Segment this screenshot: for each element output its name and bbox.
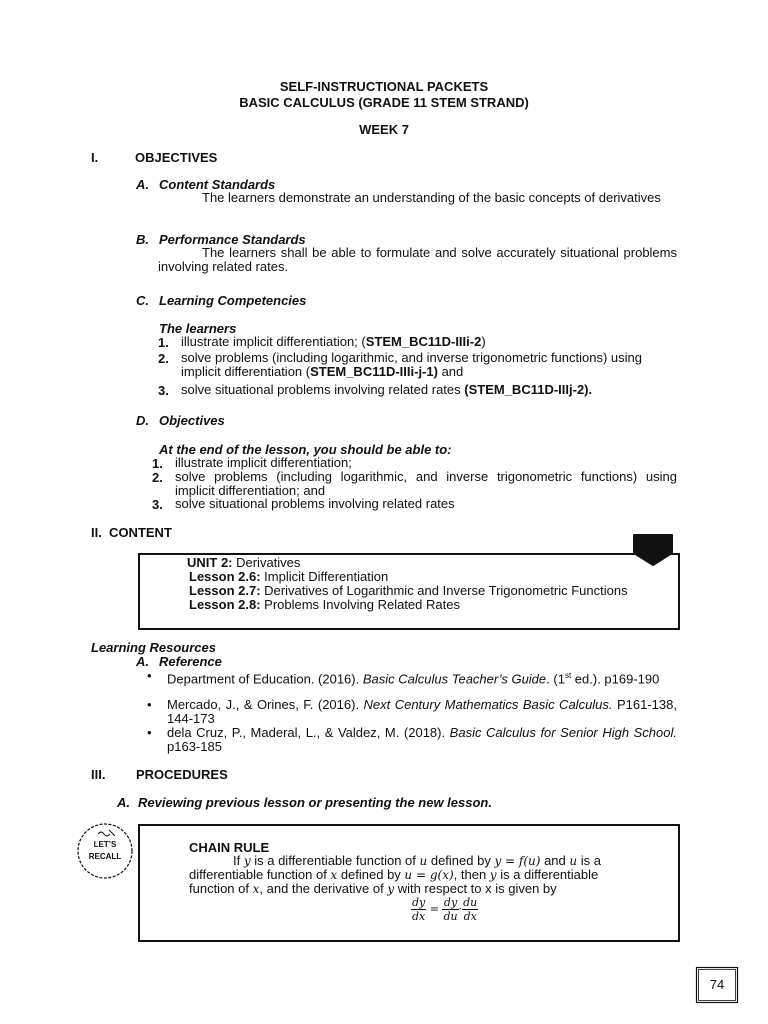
competency-number: 3. <box>158 383 169 398</box>
section-numeral-i: I. <box>91 150 99 165</box>
lets-recall-stamp <box>76 822 134 880</box>
competency-number: 2. <box>158 351 169 366</box>
performance-standards-label: B. <box>136 232 149 247</box>
chain-rule-title: CHAIN RULE <box>189 840 270 855</box>
performance-standards-text: The learners shall be able to formulate and solve accurately situational problems involving related rates. <box>158 245 677 274</box>
packet-title: SELF-INSTRUCTIONAL PACKETS <box>279 79 489 94</box>
week-label: WEEK 7 <box>359 122 409 137</box>
objectives-d-label: D. <box>136 413 149 428</box>
lesson-line: Lesson 2.8: Problems Involving Related Rates <box>189 597 460 612</box>
objective-number: 1. <box>152 456 163 471</box>
learning-competencies-title: Learning Competencies <box>159 293 307 308</box>
objective-item: illustrate implicit differentiation; <box>175 455 352 470</box>
learning-competencies-label: C. <box>136 293 149 308</box>
chain-rule-line: function of x, and the derivative of y with respect to x is given by <box>189 881 557 896</box>
chain-rule-line: differentiable function of x defined by u = g(x), then y is a differentiable <box>189 867 599 882</box>
objective-number: 3. <box>152 497 163 512</box>
course-title: BASIC CALCULUS (GRADE 11 STEM STRAND) <box>239 95 529 110</box>
objectives-heading: OBJECTIVES <box>135 150 218 165</box>
competency-number: 1. <box>158 335 169 350</box>
chain-rule-box <box>138 824 680 942</box>
objectives-d-title: Objectives <box>159 413 225 428</box>
reference-item: • dela Cruz, P., Maderal, L., & Valdez, M. (2018). Basic Calculus for Senior High School. p163-185 <box>167 726 677 754</box>
stamp-ring-icon <box>76 822 134 880</box>
chain-rule-line: If y is a differentiable function of u defined by y = f(u) and u is a <box>233 853 601 868</box>
lesson-line: Lesson 2.6: Implicit Differentiation <box>189 569 389 584</box>
section-numeral-iii: III. <box>91 767 106 782</box>
procedure-a-label: A. <box>117 795 130 810</box>
reference-title: Reference <box>159 654 222 669</box>
content-standards-label: A. <box>136 177 149 192</box>
objectives-intro: At the end of the lesson, you should be able to: <box>159 442 452 457</box>
learners-subtitle: The learners <box>159 321 237 336</box>
content-box <box>138 553 680 630</box>
objective-item: solve situational problems involving related rates <box>175 496 455 511</box>
chain-rule-formula: $\frac{dy}{dx}$ = $\frac{dy}{du}$ · $\frac{du}{dx}$ <box>412 896 478 923</box>
stamp-line-1: LET’S <box>93 840 117 849</box>
page-number: 74 <box>709 977 725 992</box>
procedure-a-title: Reviewing previous lesson or presenting the new lesson. <box>138 795 492 810</box>
stamp-line-2: RECALL <box>88 852 122 861</box>
content-heading: II. CONTENT <box>91 525 172 540</box>
reference-item: • Mercado, J., & Orines, F. (2016). Next Century Mathematics Basic Calculus. P161-138, 144-173 <box>167 698 677 726</box>
reference-label: A. <box>136 654 149 669</box>
procedures-heading: PROCEDURES <box>136 767 228 782</box>
content-standards-title: Content Standards <box>159 177 276 192</box>
content-standards-text: The learners demonstrate an understanding of the basic concepts of derivatives <box>202 190 661 205</box>
competency-item: illustrate implicit differentiation; (STEM_BC11D-IIIi-2) <box>181 334 486 349</box>
competency-item: solve problems (including logarithmic, and inverse trigonometric functions) using implicit differentiation (STEM_BC11D-IIIi-j-1) and <box>181 350 642 379</box>
lesson-line: Lesson 2.7: Derivatives of Logarithmic and Inverse Trigonometric Functions <box>189 583 628 598</box>
objective-number: 2. <box>152 470 163 485</box>
page-number-box <box>695 966 739 1004</box>
objective-item: solve problems (including logarithmic, and inverse trigonometric functions) using implicit differentiation; and <box>175 469 677 498</box>
unit-line: UNIT 2: Derivatives <box>187 555 301 570</box>
competency-item: solve situational problems involving related rates (STEM_BC11D-IIIj-2). <box>181 382 593 397</box>
performance-standards-title: Performance Standards <box>159 232 306 247</box>
reference-item: • Department of Education. (2016). Basic Calculus Teacher’s Guide. (1st ed.). p169-190 <box>167 669 677 686</box>
resources-heading: Learning Resources <box>91 640 216 655</box>
